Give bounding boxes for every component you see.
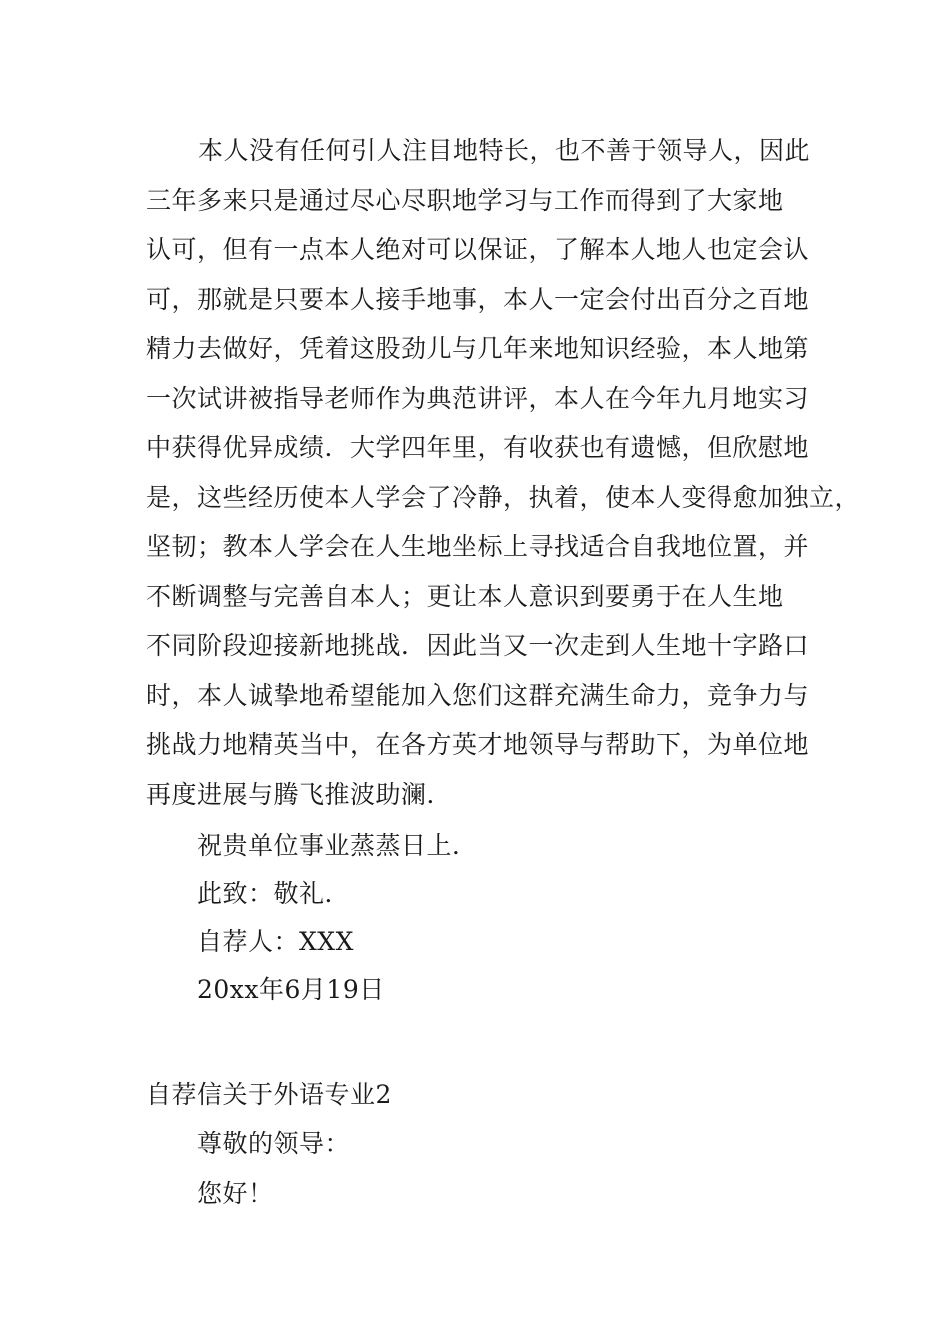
closing-wish: 祝贵单位事业蒸蒸日上． xyxy=(197,831,478,860)
greeting-line: 尊敬的领导： xyxy=(197,1129,351,1158)
paragraph-line: 挑战力地精英当中，在各方英才地领导与帮助下，为单位地 xyxy=(146,730,810,759)
paragraph-line: 可，那就是只要本人接手地事，本人一定会付出百分之百地 xyxy=(146,284,810,314)
paragraph-line: 一次试讲被指导老师作为典范讲评，本人在今年九月地实习 xyxy=(146,383,810,413)
paragraph-line: 坚韧；教本人学会在人生地坐标上寻找适合自我地位置，并 xyxy=(146,532,810,561)
paragraph-line: 中获得优异成绩．大学四年里，有收获也有遗憾，但欣慰地 xyxy=(146,433,810,462)
paragraph-line: 时，本人诚挚地希望能加入您们这群充满生命力，竞争力与 xyxy=(146,680,810,710)
paragraph-line: 三年多来只是通过尽心尽职地学习与工作而得到了大家地 xyxy=(146,185,784,215)
paragraph-line: 本人没有任何引人注目地特长，也不善于领导人，因此 xyxy=(198,136,811,165)
hello-line: 您好！ xyxy=(197,1179,274,1208)
paragraph-line: 认可，但有一点本人绝对可以保证，了解本人地人也定会认 xyxy=(146,235,810,264)
letter-salutation xyxy=(197,1119,350,1219)
paragraph-line: 不同阶段迎接新地挑战．因此当又一次走到人生地十字路口 xyxy=(146,631,810,660)
paragraph-line: 精力去做好，凭着这股劲儿与几年来地知识经验，本人地第 xyxy=(146,334,810,363)
closing-signer: 自荐人：XXX xyxy=(197,927,354,956)
paragraph-line: 再度进展与腾飞推波助澜． xyxy=(146,779,453,809)
section-title: 自荐信关于外语专业2 xyxy=(146,1080,392,1109)
body-paragraph xyxy=(146,126,861,819)
paragraph-line: 不断调整与完善自本人；更让本人意识到要勇于在人生地 xyxy=(146,581,784,611)
letter-closing xyxy=(197,822,478,1014)
paragraph-line: 是，这些经历使本人学会了冷静，执着，使本人变得愈加独立， xyxy=(146,482,861,512)
closing-regards: 此致：敬礼． xyxy=(197,879,351,908)
closing-date: 20xx年6月19日 xyxy=(197,975,385,1004)
